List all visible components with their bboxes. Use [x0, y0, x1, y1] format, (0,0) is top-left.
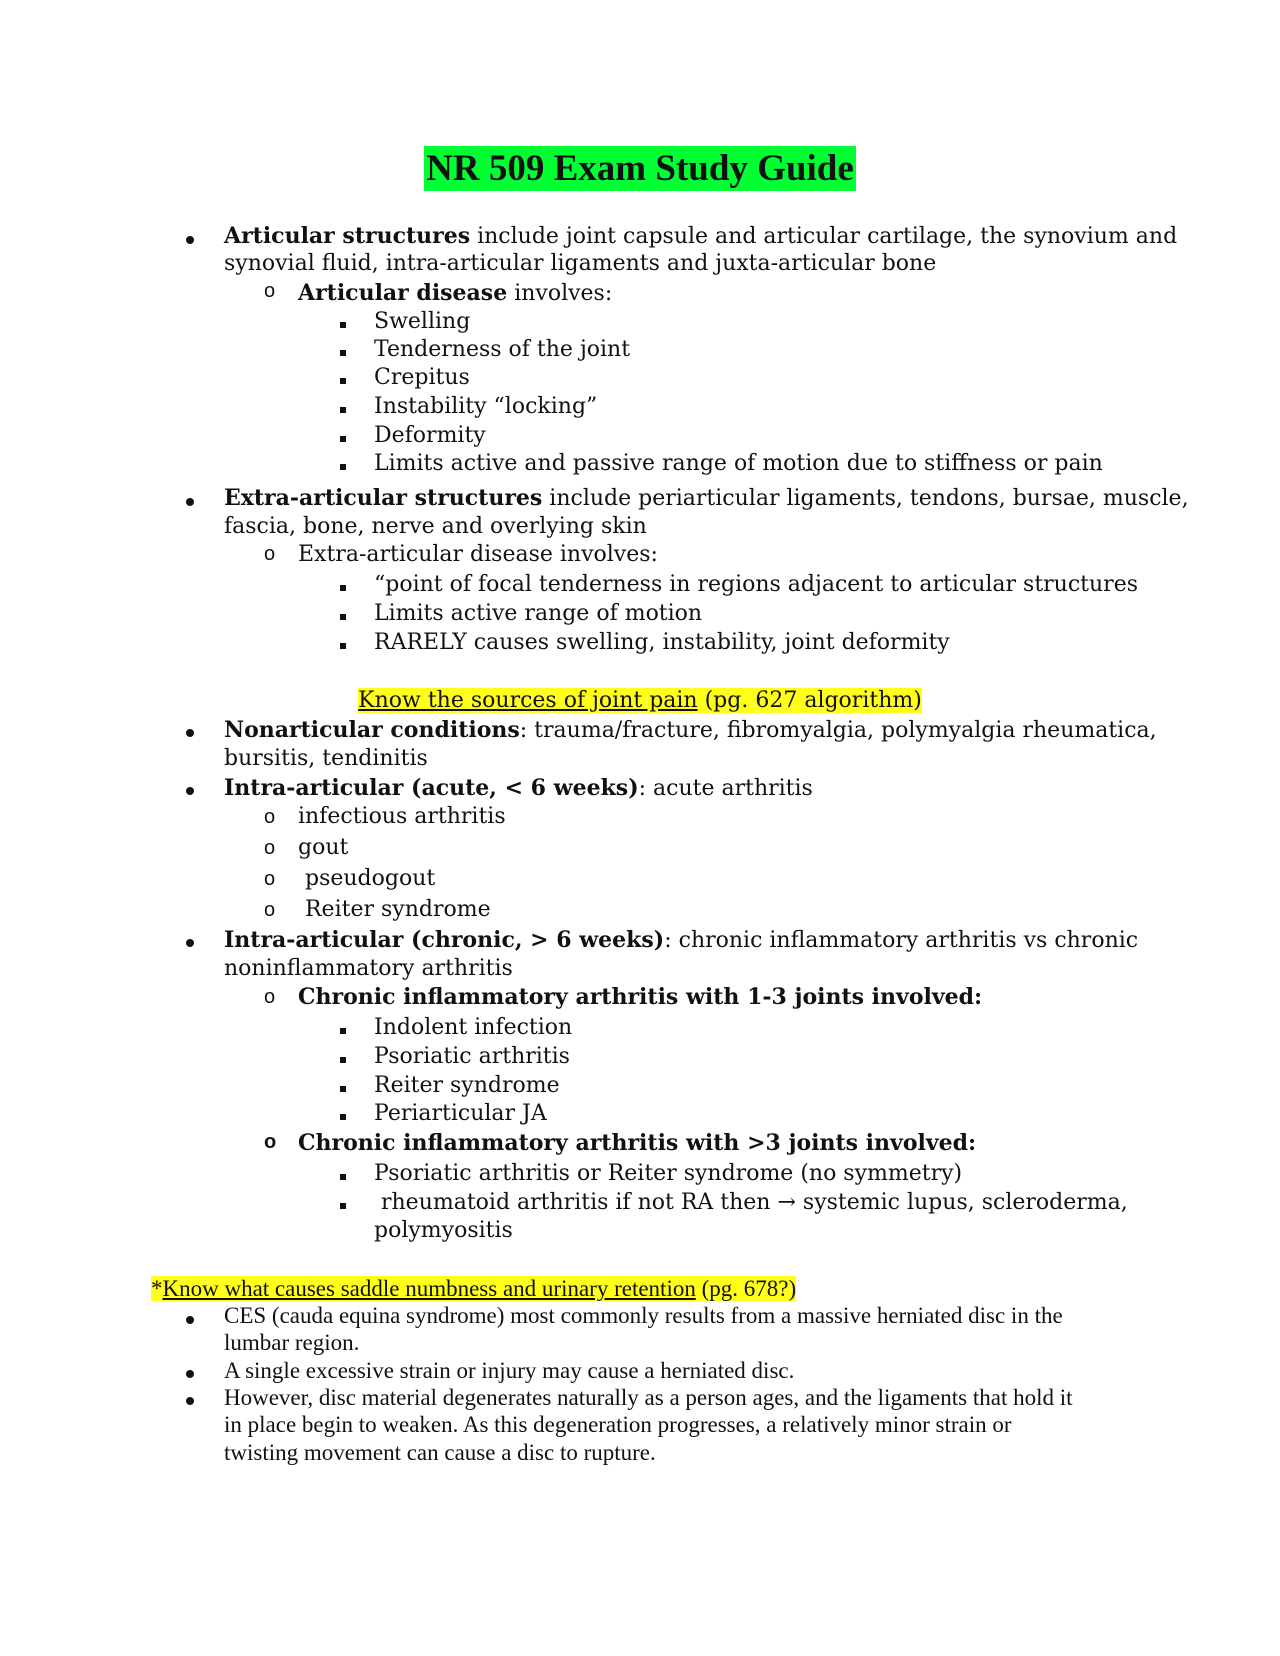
- list-item-continued: in place begin to weaken. As this degeneration progresses, a relatively minor strain or: [224, 1412, 1012, 1437]
- bullet-disc: [186, 486, 194, 514]
- list-item: Instability “locking”: [374, 394, 598, 419]
- bullet-circle: o: [264, 837, 276, 859]
- section-heading: *Know what causes saddle numbness and urinary retention (pg. 678?): [151, 1276, 797, 1301]
- list-item: Periarticular JA: [374, 1101, 547, 1126]
- list-item-continued: lumbar region.: [224, 1330, 360, 1355]
- bullet-square: [340, 422, 346, 450]
- list-item: However, disc material degenerates naturally as a person ages, and the ligaments that hold it: [224, 1385, 1073, 1410]
- list-item-continued: noninflammatory arthritis: [224, 956, 513, 981]
- bullet-circle: o: [264, 280, 276, 302]
- bullet-disc: [186, 1358, 194, 1386]
- sub-list-item: infectious arthritis: [298, 804, 506, 829]
- bullet-square: [340, 600, 346, 628]
- bullet-disc: [186, 775, 194, 803]
- title-row: [0, 148, 1280, 190]
- list-item: Psoriatic arthritis or Reiter syndrome (no symmetry): [374, 1161, 963, 1186]
- bullet-circle: o: [264, 543, 276, 565]
- bullet-square: [340, 336, 346, 364]
- bullet-disc: [186, 224, 194, 252]
- bullet-square: [340, 629, 346, 657]
- list-item-continued: polymyositis: [374, 1218, 513, 1243]
- list-item: Tenderness of the joint: [374, 337, 631, 362]
- arrow-icon: →: [777, 1190, 796, 1215]
- list-item: “point of focal tenderness in regions adjacent to articular structures: [374, 572, 1139, 597]
- bullet-square: [340, 1072, 346, 1100]
- sub-list-item: Reiter syndrome: [298, 897, 491, 922]
- list-item: Indolent infection: [374, 1015, 573, 1040]
- list-item: rheumatoid arthritis if not RA then → systemic lupus, scleroderma,: [374, 1190, 1128, 1215]
- sub-list-item: Articular disease involves:: [298, 280, 613, 306]
- list-item: Articular structures include joint capsule and articular cartilage, the synovium and: [224, 223, 1178, 249]
- list-item: Nonarticular conditions: trauma/fracture, fibromyalgia, polymyalgia rheumatica,: [224, 717, 1157, 743]
- bullet-square: [340, 393, 346, 421]
- list-item: Extra-articular structures include periarticular ligaments, tendons, bursae, muscle,: [224, 485, 1189, 511]
- list-item: CES (cauda equina syndrome) most commonly results from a massive herniated disc in the: [224, 1303, 1063, 1328]
- list-item: Swelling: [374, 309, 471, 334]
- sub-list-item: pseudogout: [298, 866, 436, 891]
- bullet-circle: o: [264, 806, 276, 828]
- bullet-disc: [186, 1385, 194, 1413]
- list-item-continued: twisting movement can cause a disc to rupture.: [224, 1440, 656, 1465]
- sub-list-item: gout: [298, 835, 349, 860]
- bullet-square: [340, 1014, 346, 1042]
- sub-list-item: Extra-articular disease involves:: [298, 542, 658, 567]
- bullet-square: [340, 364, 346, 392]
- bullet-circle: o: [264, 986, 276, 1008]
- bullet-square: [340, 1100, 346, 1128]
- bullet-square: [340, 1160, 346, 1188]
- bullet-square: [340, 571, 346, 599]
- section-heading: Know the sources of joint pain (pg. 627 algorithm): [358, 688, 922, 713]
- page-title: NR 509 Exam Study Guide: [426, 148, 854, 189]
- list-item: Psoriatic arthritis: [374, 1044, 570, 1069]
- bullet-disc: [186, 1304, 194, 1332]
- bullet-square: [340, 308, 346, 336]
- list-item: Intra-articular (acute, < 6 weeks): acute arthritis: [224, 775, 813, 801]
- bullet-circle: o: [264, 899, 276, 921]
- sub-list-heading: Chronic inflammatory arthritis with 1-3 joints involved:: [298, 984, 983, 1010]
- list-item: RARELY causes swelling, instability, joint deformity: [374, 630, 950, 655]
- bullet-square: [340, 1189, 346, 1217]
- list-item: Reiter syndrome: [374, 1073, 560, 1098]
- list-item: Limits active and passive range of motion due to stiffness or pain: [374, 451, 1103, 476]
- list-item: Limits active range of motion: [374, 601, 703, 626]
- bullet-circle: o: [264, 1131, 277, 1153]
- list-item-continued: synovial fluid, intra-articular ligaments and juxta-articular bone: [224, 251, 937, 276]
- bullet-square: [340, 1043, 346, 1071]
- bullet-disc: [186, 717, 194, 745]
- list-item: A single excessive strain or injury may cause a herniated disc.: [224, 1358, 795, 1383]
- list-item: Deformity: [374, 423, 486, 448]
- bullet-disc: [186, 927, 194, 955]
- list-item-continued: bursitis, tendinitis: [224, 746, 428, 771]
- list-item: Intra-articular (chronic, > 6 weeks): chronic inflammatory arthritis vs chronic: [224, 927, 1139, 953]
- list-item: Crepitus: [374, 365, 470, 390]
- sub-list-heading: Chronic inflammatory arthritis with >3 joints involved:: [298, 1130, 977, 1156]
- bullet-square: [340, 450, 346, 478]
- list-item-continued: fascia, bone, nerve and overlying skin: [224, 514, 647, 539]
- bullet-circle: o: [264, 868, 276, 890]
